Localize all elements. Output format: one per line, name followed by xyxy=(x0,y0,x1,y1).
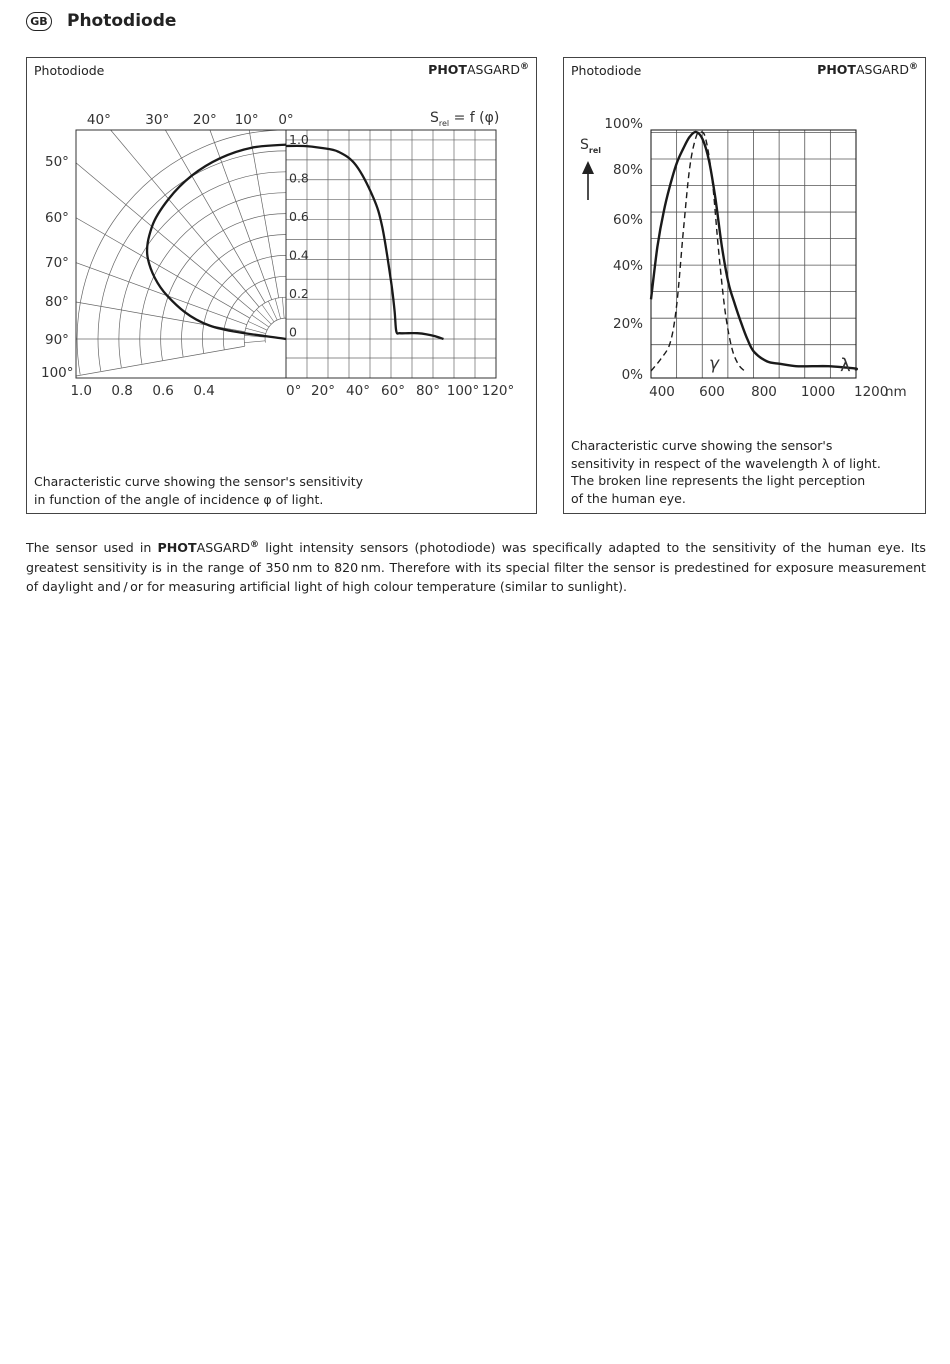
eye-curve-label: γ xyxy=(709,354,720,374)
brand-bold: PHOT xyxy=(157,540,197,556)
polar-radius-label: 0.6 xyxy=(152,383,174,399)
body-text-post: light intensity sensors (photodiode) was specifically adapted to the sensitivity of the human eye. Its greatest sensitivity is in the range of 350 nm to 820 nm. Therefore with its special filter the sensor is predestined for exposure measurement of daylight and / or for measuring artificial light of high colour temperature (similar to sunlight). xyxy=(26,540,926,595)
x-tick-label: 800 xyxy=(751,384,777,400)
polar-spoke xyxy=(27,82,254,312)
chart-caption: Characteristic curve showing the sensor's sensitivity in function of the angle of incidence φ of light. xyxy=(34,474,364,507)
y-axis-arrowhead xyxy=(582,161,594,174)
brand-bold: PHOT xyxy=(817,62,856,78)
formula-rest: = f (φ) xyxy=(449,110,500,126)
y-tick-label: 1.0 xyxy=(289,132,309,147)
y-axis-label-sub: rel xyxy=(588,146,602,155)
brand-rest: ASGARD xyxy=(466,62,520,78)
y-tick-label: 20% xyxy=(612,316,643,332)
brand-reg: ® xyxy=(520,62,529,72)
x-unit-label: nm xyxy=(885,384,907,400)
x-tick-label: 40° xyxy=(346,383,370,399)
brand-bold: PHOT xyxy=(428,62,467,78)
x-tick-label: 0° xyxy=(286,383,302,399)
y-axis-label xyxy=(580,137,601,155)
y-tick-label: 100% xyxy=(604,116,643,132)
polar-angle-label: 40° xyxy=(86,112,111,128)
polar-angle-label: 20° xyxy=(192,112,217,128)
polar-angle-label: 70° xyxy=(45,255,69,271)
brand-reg: ® xyxy=(909,62,918,72)
polar-angle-label: 50° xyxy=(45,154,69,170)
angle-chart xyxy=(27,58,536,513)
x-tick-label: 80° xyxy=(416,383,440,399)
panel-label: Photodiode xyxy=(34,63,105,78)
x-tick-label: 1000 xyxy=(800,384,836,400)
body-text-pre: The sensor used in xyxy=(26,540,158,556)
y-tick-label: 0.6 xyxy=(289,209,309,224)
y-tick-label: 0% xyxy=(621,367,643,383)
language-badge: GB xyxy=(26,12,52,31)
x-tick-label: 400 xyxy=(649,384,675,400)
wavelength-chart-panel xyxy=(563,57,926,514)
polar-angle-label: 100° xyxy=(41,365,74,381)
brand-rest: ASGARD xyxy=(855,62,909,78)
polar-inner-spoke xyxy=(244,341,265,343)
cartesian-sensitivity-curve xyxy=(286,146,444,339)
polar-radius-label: 0.8 xyxy=(111,383,133,399)
y-tick-label: 80% xyxy=(612,162,643,178)
formula-sub: rel xyxy=(438,119,450,128)
polar-inner-spoke xyxy=(248,321,267,330)
description-paragraph xyxy=(26,536,926,597)
polar-sensitivity-curve xyxy=(147,145,286,339)
brand-reg: ® xyxy=(250,540,260,550)
polar-inner-spoke xyxy=(275,299,280,319)
brand-rest: ASGARD xyxy=(196,540,251,556)
polar-spoke xyxy=(149,58,272,300)
polar-radius-label: 0.4 xyxy=(193,383,215,399)
y-axis-label-s: S xyxy=(580,137,589,153)
sensor-curve-label: λ xyxy=(840,355,851,376)
x-tick-label: 1200 xyxy=(854,384,889,400)
y-tick-label: 0.8 xyxy=(289,170,309,186)
y-tick-label: 40% xyxy=(612,258,643,274)
polar-inner-spoke xyxy=(252,315,269,327)
human-eye-curve xyxy=(651,132,745,371)
polar-angle-label: 80° xyxy=(45,294,69,310)
polar-angle-label: 30° xyxy=(145,112,170,128)
x-tick-label: 100° xyxy=(446,383,480,399)
polar-angle-label: 90° xyxy=(45,332,69,348)
x-tick-label: 120° xyxy=(481,383,515,399)
y-tick-label: 0 xyxy=(289,324,297,340)
polar-angle-label: 10° xyxy=(234,112,259,128)
polar-spoke xyxy=(217,58,279,298)
angle-chart-panel xyxy=(26,57,537,514)
formula-label xyxy=(430,110,499,128)
y-tick-label: 0.2 xyxy=(289,286,309,301)
polar-angle-label: 60° xyxy=(45,210,69,226)
polar-radius-label: 1.0 xyxy=(70,383,92,399)
panel-label: Photodiode xyxy=(571,63,642,78)
x-tick-label: 600 xyxy=(699,384,725,400)
formula-s: S xyxy=(430,110,439,126)
x-tick-label: 20° xyxy=(311,383,335,399)
y-tick-label: 0.4 xyxy=(289,247,309,263)
chart-caption: Characteristic curve showing the sensor's sensitivity in respect of the wavelength λ of light. The broken line represents the light perception of the human eye. xyxy=(571,438,881,506)
polar-inner-spoke xyxy=(268,301,277,320)
polar-inner-spoke xyxy=(262,305,274,322)
polar-grid xyxy=(27,58,286,408)
polar-inner-spoke xyxy=(282,297,284,318)
page-title: Photodiode xyxy=(67,11,177,31)
y-tick-label: 60% xyxy=(612,212,643,228)
polar-angle-label: 0° xyxy=(278,112,294,128)
x-tick-label: 60° xyxy=(381,383,405,399)
polar-inner-spoke xyxy=(256,309,271,324)
sensor-curve xyxy=(651,132,857,371)
